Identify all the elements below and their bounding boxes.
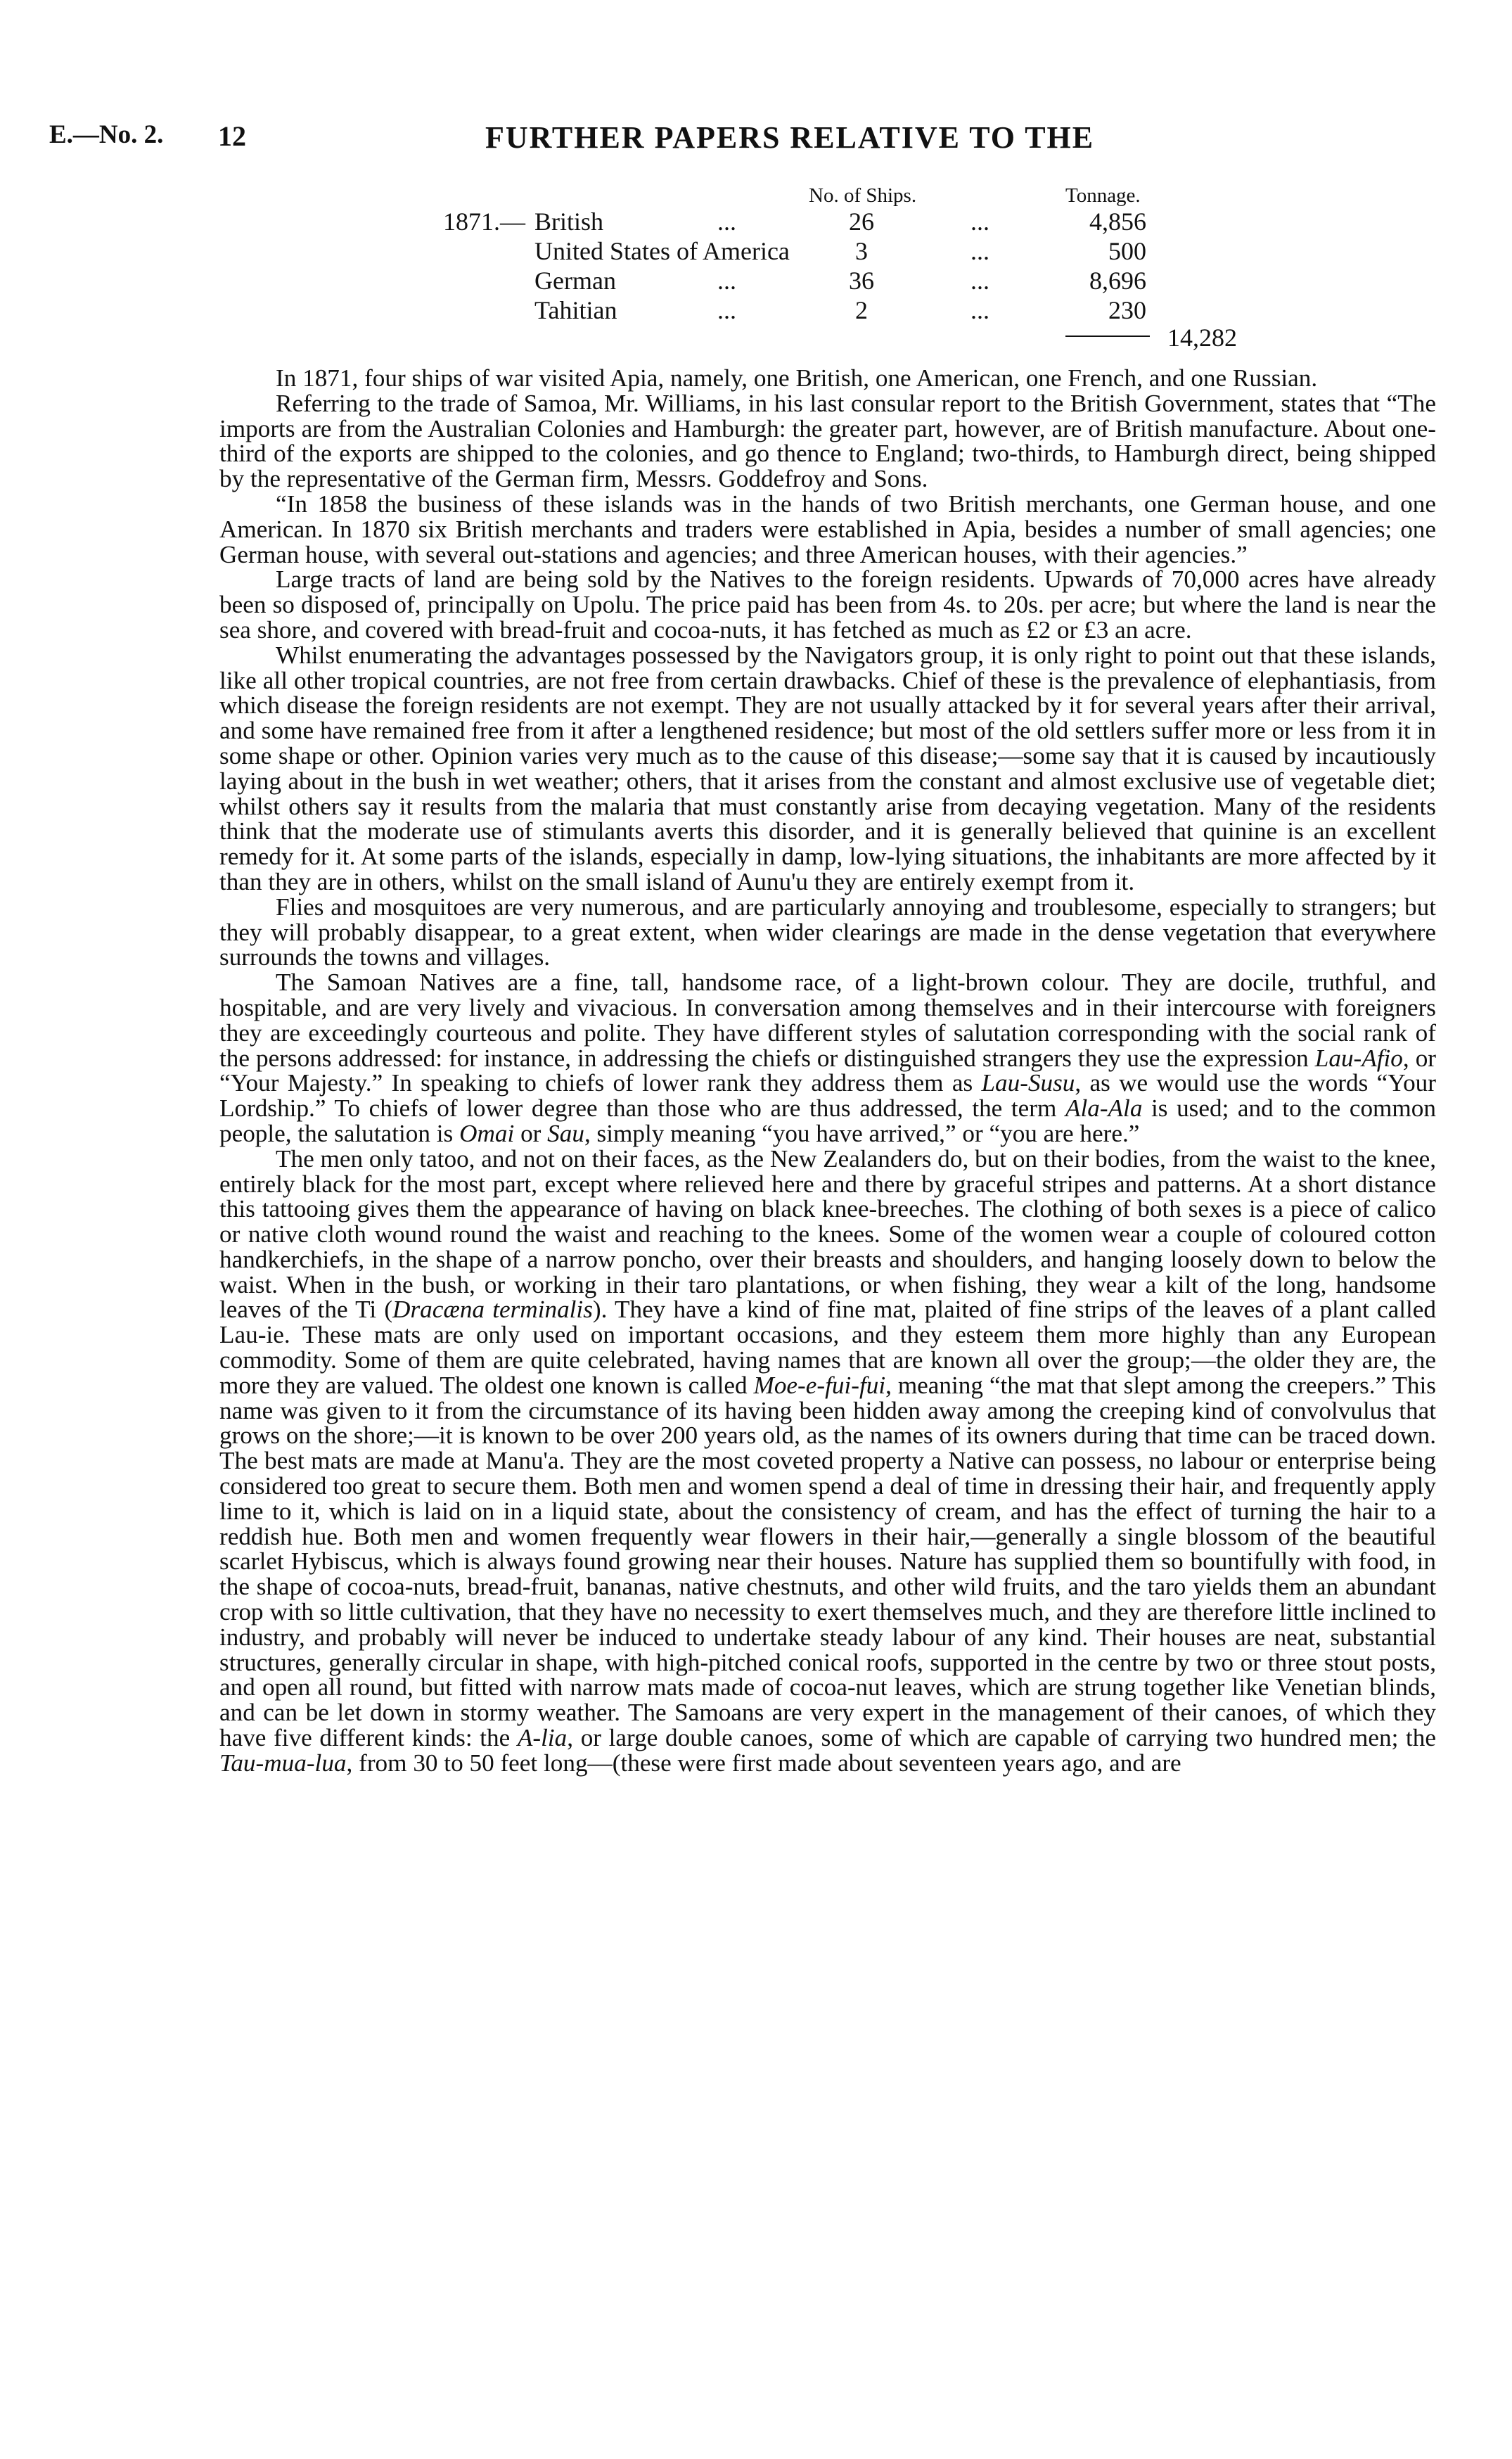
tonnage-column-header: Tonnage. [1065, 184, 1141, 207]
samoan-term: Tau-mua-lua [219, 1749, 347, 1777]
body-text [219, 366, 1436, 1776]
text-run: or [514, 1119, 548, 1147]
nation-name: British [534, 207, 604, 236]
page-number: 12 [218, 120, 246, 152]
tonnage-value: 230 [1108, 296, 1146, 324]
samoan-term: Omai [459, 1119, 515, 1147]
text-run: , from 30 to 50 feet long—(these were first made about seventeen years ago, and are [346, 1749, 1181, 1777]
nation-name: Tahitian [534, 296, 617, 324]
leader-dots: ... [970, 296, 989, 324]
text-run: , or “Your Majesty.” In speaking to chiefs of lower rank they address them as [219, 1044, 1437, 1097]
paragraph [219, 970, 1436, 1147]
text-run: ). They have a kind of fine mat, plaited of fine strips of the leaves of a plant called Lau-ie. These mats are only used on important occasions, and they esteem them more highly than any European commodity. Some of them are quite celebrated, having names that are known all over the group;—the older they are, the more they are valued. The oldest one known is called [219, 1296, 1436, 1399]
paragraph: In 1871, four ships of war visited Apia, namely, one British, one American, one French, and one Russian. [276, 364, 1318, 392]
paragraph: “In 1858 the business of these islands was in the hands of two British merchants, one German house, and one American. In 1870 six British merchants and traders were established in Apia, besides a number of small agencies; one German house, with several out-stations and agencies; and three American houses, with their agencies.” [219, 490, 1436, 568]
tonnage-value: 500 [1108, 237, 1146, 265]
sum-rule [1065, 336, 1150, 337]
nation-name: German [534, 267, 616, 295]
ship-count: 36 [849, 267, 874, 295]
tonnage-value: 8,696 [1089, 267, 1146, 295]
ship-count: 3 [855, 237, 868, 265]
botanical-name: Dracæna terminalis [392, 1296, 593, 1324]
samoan-term: Ala-Ala [1065, 1094, 1143, 1123]
ships-column-header: No. of Ships. [809, 184, 917, 207]
leader-dots: ... [717, 267, 736, 295]
paragraph: Referring to the trade of Samoa, Mr. Williams, in his last consular report to the British Government, states that “The imports are from the Australian Colonies and Hamburgh: the greater part, however, are of British manufacture. About one-third of the exports are shipped to the colonies, and go thence to England; two-thirds, to Hamburgh direct, being shipped by the representative of the German firm, Messrs. Goddefroy and Sons. [219, 389, 1436, 493]
table-row [0, 295, 1512, 325]
shipping-table [0, 184, 1512, 353]
running-title: FURTHER PAPERS RELATIVE TO THE [485, 120, 1095, 155]
leader-dots: ... [970, 207, 989, 236]
samoan-term: A-lia [517, 1724, 568, 1752]
text-run: The men only tatoo, and not on their faces, as the New Zealanders do, but on their bodies, from the waist to the knee, entirely black for the most part, except where relieved here and there by graceful stripes and patterns. At a short distance this tattooing gives them the appearance of having on black knee-breeches. The clothing of both sexes is a piece of calico or native cloth wound round the waist and reaching to the knees. Some of the women wear a couple of coloured cotton handkerchiefs, in the shape of a narrow poncho, over their breasts and shoulders, and hanging loosely down to below the waist. When in the bush, or working in their taro plantations, or when fishing, they wear a kilt of the long, handsome leaves of the Ti ( [219, 1144, 1436, 1324]
paragraph: Large tracts of land are being sold by the Natives to the foreign residents. Upwards of 70,000 acres have already been so disposed of, principally on Upolu. The price paid has been from 4s. to 20s. per acre; but where the land is near the sea shore, and covered with bread-fruit and cocoa-nuts, it has fetched as much as £2 or £3 an acre. [219, 566, 1436, 644]
nation-name: United States of America [534, 237, 790, 265]
ship-count: 2 [855, 296, 868, 324]
text-run: , or large double canoes, some of which are capable of carrying two hundred men; the [567, 1724, 1437, 1752]
text-run: , as we would use the words “Your Lordship.” To chiefs of lower degree than those who are thus addressed, the term [219, 1069, 1436, 1123]
leader-dots: ... [970, 267, 989, 295]
table-row [0, 236, 1512, 266]
table-row [0, 266, 1512, 295]
table-row [0, 207, 1512, 236]
ship-count: 26 [849, 207, 874, 236]
samoan-term: Sau [547, 1119, 584, 1147]
leader-dots: ... [717, 296, 736, 324]
paragraph: Whilst enumerating the advantages possessed by the Navigators group, it is only right to point out that these islands, like all other tropical countries, are not free from certain drawbacks. Chief of these is the prevalence of elephantiasis, from which disease the foreign residents are not exempt. They are not usually attacked by it for several years after their arrival, and some have remained free from it after a lengthened residence; but most of the old settlers suffer more or less from it in some shape or other. Opinion varies very much as to the cause of this disease;—some say that it is caused by incautiously laying about in the bush in wet weather; others, that it arises from the constant and almost exclusive use of vegetable diet; whilst others say it results from the malaria that must constantly arise from decaying vegetation. Many of the residents think that the moderate use of stimulants averts this disorder, and it is generally believed that quinine is an excellent remedy for it. At some parts of the islands, especially in damp, low-lying situations, the inhabitants are more affected by it than they are in others, whilst on the small island of Aunu'u they are entirely exempt from it. [219, 641, 1436, 895]
samoan-term: Lau-Afio [1314, 1044, 1403, 1072]
paragraph [219, 1144, 1437, 1777]
text-run: is used; and to the common people, the salutation is [219, 1094, 1436, 1147]
text-run: The Samoan Natives are a fine, tall, handsome race, of a light-brown colour. They are docile, truthful, and hospitable, and are very lively and vivacious. In conversation among themselves and in their intercourse with foreigners they are exceedingly courteous and polite. They have different styles of salutation corresponding with the social rank of the persons addressed: for instance, in addressing the chiefs or distinguished strangers they use the expression [219, 969, 1436, 1072]
leader-dots: ... [717, 207, 736, 236]
samoan-term: Lau-Susu [981, 1069, 1075, 1097]
paragraph: Flies and mosquitoes are very numerous, and are particularly annoying and troublesome, especially to strangers; but they will probably disappear, to a great extent, when wider clearings are made in the dense vegetation that everywhere surrounds the towns and villages. [219, 893, 1436, 971]
leader-dots: ... [970, 237, 989, 265]
text-run: , meaning “the mat that slept among the creepers.” This name was given to it from the circumstance of its having been hidden away among the creeping kind of convolvulus that grows on the shore;—it is known to be over 200 years old, as the names of its owners during that time can be traced down. The best mats are made at Manu'a. They are the most coveted property a Native can possess, no labour or enterprise being considered too great to secure them. Both men and women spend a deal of time in dressing their hair, and frequently apply lime to it, which is laid on in a liquid state, about the consistency of cream, and has the effect of turning the hair to a reddish hue. Both men and women frequently wear flowers in their hair,—generally a single blossom of the beautiful scarlet Hybiscus, which is always found growing near their houses. Nature has supplied them so bountifully with food, in the shape of cocoa-nuts, bread-fruit, bananas, native chestnuts, and other wild fruits, and the taro yields them an abundant crop with so little cultivation, that they have no necessity to exert themselves much, and they are therefore little inclined to industry, and probably will never be induced to undertake steady labour of any kind. Their houses are neat, substantial structures, generally circular in shape, with high-pitched conical roofs, supported in the centre by two or three stout posts, and open all round, but fitted with narrow mats made of cocoa-nut leaves, which are strung together like Venetian blinds, and can be let down in stormy weather. The Samoans are very expert in the management of their canoes, of which they have five different kinds: the [219, 1371, 1436, 1752]
paper-reference: E.—No. 2. [49, 120, 164, 149]
tonnage-total: 14,282 [1167, 324, 1237, 352]
text-run: , simply meaning “you have arrived,” or “you are here.” [584, 1119, 1140, 1147]
table-year: 1871.— [443, 207, 525, 236]
samoan-term: Moe-e-fui-fui [753, 1371, 886, 1399]
tonnage-value: 4,856 [1089, 207, 1146, 236]
